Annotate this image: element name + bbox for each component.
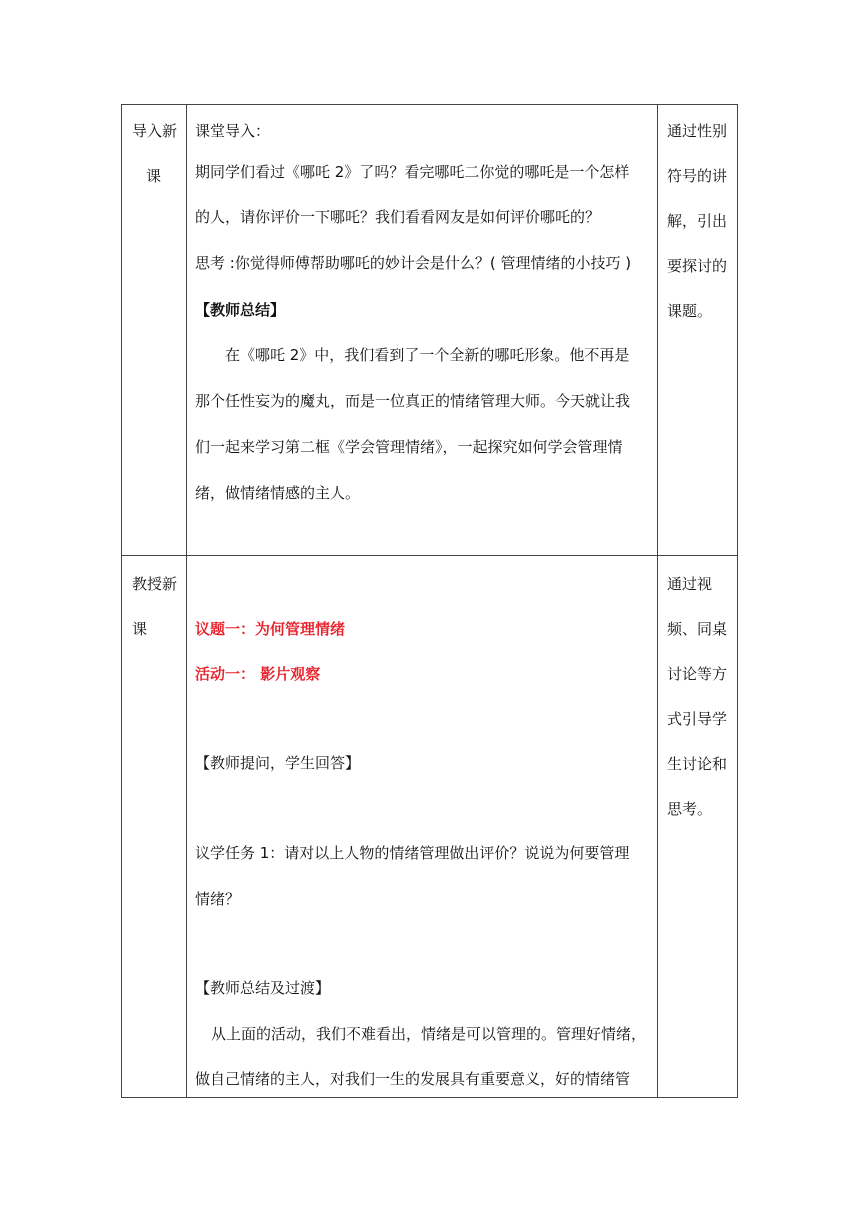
- row1-line1: 课堂导入：: [195, 122, 271, 140]
- topic-heading: 议题一：为何管理情绪: [195, 620, 346, 638]
- row2-note-line3: 讨论等方: [667, 665, 728, 683]
- row1-content-cell: [187, 105, 658, 556]
- lesson-plan-table: [121, 104, 738, 1098]
- row1-line7: 那个任性妄为的魔丸，而是一位真正的情绪管理大师。今天就让我: [195, 392, 631, 410]
- row1-line3: 的人，请你评价一下哪吒？我们看看网友是如何评价哪吒的？: [195, 208, 601, 226]
- row2-note-line1: 通过视: [667, 575, 713, 593]
- row2-note-cell: [658, 556, 738, 1098]
- row1-note-cell: [658, 105, 738, 556]
- row1-label-cell: [122, 105, 187, 556]
- row1-note-line2: 符号的讲: [667, 167, 728, 185]
- row1-line9: 绪，做情绪情感的主人。: [195, 484, 361, 502]
- activity-heading: 活动一： 影片观察: [195, 665, 321, 683]
- row1-note-line1: 通过性别: [667, 122, 728, 140]
- para-line1: 从上面的活动，我们不难看出，情绪是可以管理的。管理好情绪，: [211, 1025, 647, 1043]
- para-line2: 做自己情绪的主人，对我们一生的发展具有重要意义，好的情绪管: [195, 1070, 631, 1088]
- task-line2: 情绪？: [195, 890, 241, 908]
- row2-note-line4: 式引导学: [667, 710, 728, 728]
- row1-note-line5: 课题。: [667, 302, 713, 320]
- row1-label-line1: 导入新: [132, 122, 178, 140]
- row2-label-line1: 教授新: [132, 575, 178, 593]
- row1-label-line2: 课: [146, 167, 162, 185]
- row2-note-line6: 思考。: [667, 800, 713, 818]
- row1-note-line4: 要探讨的: [667, 257, 728, 275]
- row2-content-cell: [187, 556, 658, 1098]
- row1-teacher-summary-heading: 【教师总结】: [195, 301, 286, 319]
- row1-line6: 在《哪吒 2》中，我们看到了一个全新的哪吒形象。他不再是: [225, 346, 630, 364]
- row1-note-line3: 解，引出: [667, 212, 728, 230]
- row2-note-line2: 频、同桌: [667, 620, 728, 638]
- row2-note-line5: 生讨论和: [667, 755, 728, 773]
- row1-line2: 期同学们看过《哪吒 2》了吗？看完哪吒二你觉的哪吒是一个怎样: [195, 163, 630, 181]
- teacher-question-label: 【教师提问，学生回答】: [195, 754, 361, 772]
- row2-label-cell: [122, 556, 187, 1098]
- task-line1: 议学任务 1：请对以上人物的情绪管理做出评价？说说为何要管理: [195, 844, 630, 862]
- summary-transition-label: 【教师总结及过渡】: [195, 979, 331, 997]
- row1-line8: 们一起来学习第二框《学会管理情绪》，一起探究如何学会管理情: [195, 438, 623, 456]
- row1-line4: 思考 :你觉得师傅帮助哪吒的妙计会是什么？( 管理情绪的小技巧 ): [195, 254, 632, 272]
- row2-label-line2: 课: [132, 620, 148, 638]
